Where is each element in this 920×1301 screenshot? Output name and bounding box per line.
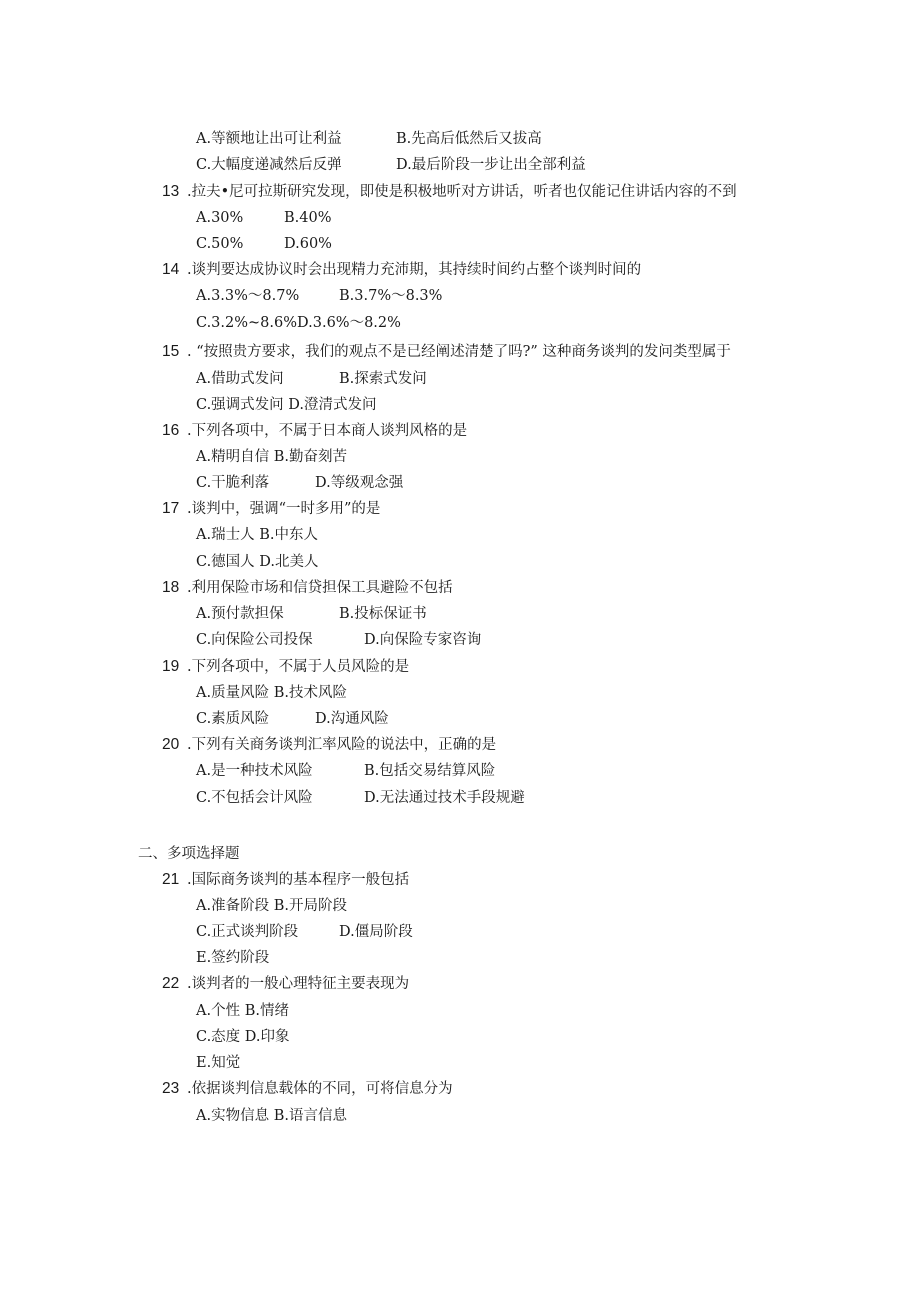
q19-option-c: C.素质风险 <box>196 711 270 727</box>
q15-number: 15 <box>162 343 180 360</box>
q12-option-c: C.大幅度递减然后反弹 <box>196 157 342 173</box>
q23-option-ab: A.实物信息 B.语言信息 <box>196 1108 347 1124</box>
q14-option-cd: C.3.2%~8.6%D.3.6%～8.2% <box>196 315 401 331</box>
q21-option-d: D.僵局阶段 <box>339 924 413 940</box>
q16-stem: .下列各项中，不属于日本商人谈判风格的是 <box>187 423 468 439</box>
q12-option-b: B.先高后低然后又拔高 <box>396 131 542 147</box>
q17-option-ab: A.瑞士人 B.中东人 <box>196 527 318 543</box>
q19-stem: .下列各项中，不属于人员风险的是 <box>187 659 410 675</box>
q21-option-c: C.正式谈判阶段 <box>196 924 299 940</box>
q14-option-a: A.3.3%～8.7% <box>196 288 300 304</box>
q18-option-d: D.向保险专家咨询 <box>364 632 482 648</box>
q16-option-c: C.干脆利落 <box>196 475 270 491</box>
q23-stem: .依据谈判信息载体的不同，可将信息分为 <box>187 1081 453 1097</box>
q14-stem: .谈判要达成协议时会出现精力充沛期，其持续时间约占整个谈判时间的 <box>187 262 642 278</box>
q13-stem: .拉夫•尼可拉斯研究发现，即使是积极地听对方讲话，听者也仅能记住讲话内容的不到 <box>187 184 737 200</box>
q18-option-b: B.投标保证书 <box>339 606 427 622</box>
q22-number: 22 <box>162 975 180 992</box>
q20-number: 20 <box>162 736 180 753</box>
q15-stem: . “按照贵方要求，我们的观点不是已经阐述清楚了吗?” 这种商务谈判的发问类型属于 <box>187 344 731 360</box>
q21-option-e: E.签约阶段 <box>196 950 270 966</box>
q19-option-d: D.沟通风险 <box>315 711 389 727</box>
q12-option-a: A.等额地让出可让利益 <box>196 131 342 147</box>
q20-stem: .下列有关商务谈判汇率风险的说法中，正确的是 <box>187 737 497 753</box>
section-heading-multiple-choice: 二、多项选择题 <box>138 846 240 862</box>
q13-option-c: C.50% <box>196 236 244 252</box>
q19-option-ab: A.质量风险 B.技术风险 <box>196 685 347 701</box>
q18-option-c: C.向保险公司投保 <box>196 632 313 648</box>
q15-option-cd: C.强调式发问 D.澄清式发问 <box>196 397 377 413</box>
q13-option-b: B.40% <box>284 210 332 226</box>
q17-option-cd: C.德国人 D.北美人 <box>196 554 319 570</box>
q13-option-a: A.30% <box>196 210 244 226</box>
q21-option-ab: A.准备阶段 B.开局阶段 <box>196 898 347 914</box>
q15-option-a: A.借助式发问 <box>196 371 284 387</box>
q18-number: 18 <box>162 579 180 596</box>
q19-number: 19 <box>162 658 180 675</box>
q16-number: 16 <box>162 422 180 439</box>
q15-option-b: B.探索式发问 <box>339 371 427 387</box>
q14-number: 14 <box>162 261 180 278</box>
q21-number: 21 <box>162 871 180 888</box>
q12-option-d: D.最后阶段一步让出全部利益 <box>396 157 586 173</box>
q22-option-e: E.知觉 <box>196 1055 241 1071</box>
q18-stem: .利用保险市场和信贷担保工具避险不包括 <box>187 580 453 596</box>
q22-option-cd: C.态度 D.印象 <box>196 1029 290 1045</box>
q17-stem: .谈判中，强调“一时多用”的是 <box>187 501 381 517</box>
q13-option-d: D.60% <box>284 236 332 252</box>
q14-option-b: B.3.7%～8.3% <box>339 288 443 304</box>
q17-number: 17 <box>162 500 180 517</box>
q20-option-b: B.包括交易结算风险 <box>364 763 496 779</box>
q22-option-ab: A.个性 B.情绪 <box>196 1003 289 1019</box>
q16-option-ab: A.精明自信 B.勤奋刻苦 <box>196 449 347 465</box>
q21-stem: .国际商务谈判的基本程序一般包括 <box>187 872 410 888</box>
q22-stem: .谈判者的一般心理特征主要表现为 <box>187 976 410 992</box>
q20-option-a: A.是一种技术风险 <box>196 763 313 779</box>
q23-number: 23 <box>162 1080 180 1097</box>
q16-option-d: D.等级观念强 <box>315 475 404 491</box>
q13-number: 13 <box>162 183 180 200</box>
q20-option-c: C.不包括会计风险 <box>196 790 313 806</box>
q20-option-d: D.无法通过技术手段规避 <box>364 790 525 806</box>
q18-option-a: A.预付款担保 <box>196 606 284 622</box>
